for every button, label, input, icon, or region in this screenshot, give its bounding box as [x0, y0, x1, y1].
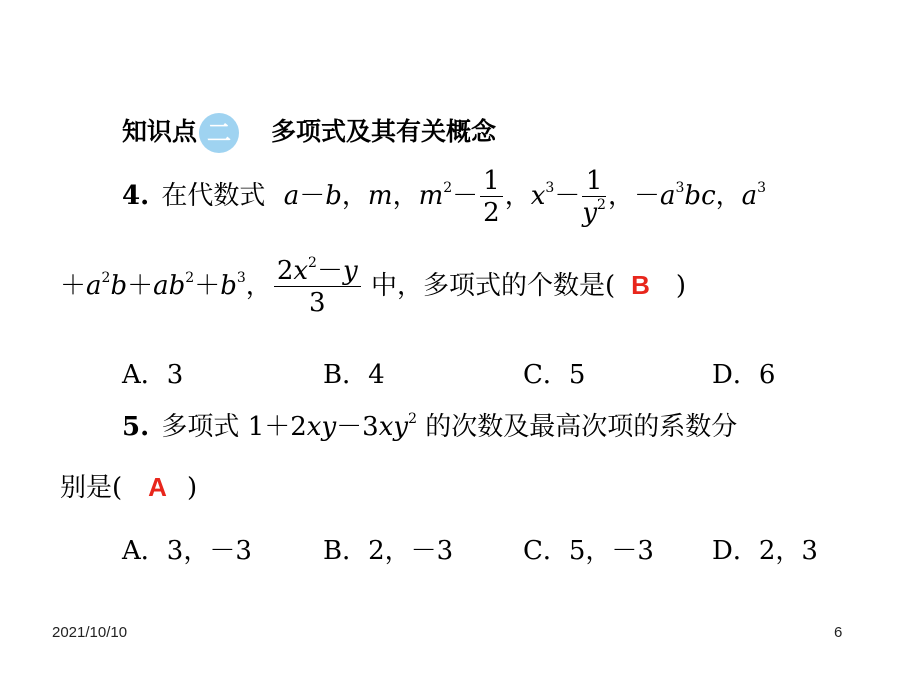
question-4-line-1	[122, 168, 766, 226]
question-5-expression: $1+2xy-3xy^2$	[247, 411, 417, 442]
question-5-option-b: B．2，－3	[323, 536, 454, 566]
question-5-stem: 多项式	[161, 412, 240, 442]
question-4-stem: 在代数式	[161, 181, 266, 211]
question-5-stem-line-2: 别是(	[60, 473, 123, 503]
knowledge-point-heading	[122, 112, 496, 153]
question-4-option-b: B．4	[323, 360, 385, 390]
question-5-answer: A	[148, 472, 167, 502]
question-5-line-1	[122, 411, 738, 442]
knowledge-point-number-badge: 二	[199, 113, 239, 153]
footer-page-number: 6	[834, 624, 843, 641]
question-5-option-c: C．5，－3	[523, 536, 654, 566]
question-5-number: 5.	[122, 412, 150, 442]
question-5-option-a: A．3，－3	[122, 536, 252, 566]
question-4-option-d: D．6	[712, 360, 776, 390]
question-4-expressions-b: $+a^2b+ab^2+b^3$， $\frac{2x^2-y}{3}$	[60, 271, 371, 301]
question-5-stem-end: 的次数及最高次项的系数分	[425, 412, 738, 442]
question-4-number: 4.	[122, 181, 150, 211]
question-5-close-paren: )	[186, 473, 198, 503]
question-4-option-a: A．3	[122, 360, 184, 390]
question-4-close-paren: )	[675, 271, 687, 301]
question-4-line-2	[60, 255, 687, 318]
question-4-option-c: C．5	[523, 360, 586, 390]
footer-date: 2021/10/10	[52, 624, 128, 641]
question-5-option-d: D．2，3	[712, 536, 818, 566]
knowledge-point-title: 多项式及其有关概念	[271, 117, 497, 146]
knowledge-point-label: 知识点	[122, 117, 198, 146]
question-4-expressions-a: a－b，m，$m^2-$ $\frac{1}{2}$ ，$x^3-$ $\frac{1}{y^2}$ ，$-a^3bc$，$a^3$	[283, 166, 767, 228]
question-4-suffix: 中，多项式的个数是(	[370, 271, 616, 301]
question-5-line-2	[60, 474, 197, 501]
question-4-answer: B	[631, 270, 650, 300]
